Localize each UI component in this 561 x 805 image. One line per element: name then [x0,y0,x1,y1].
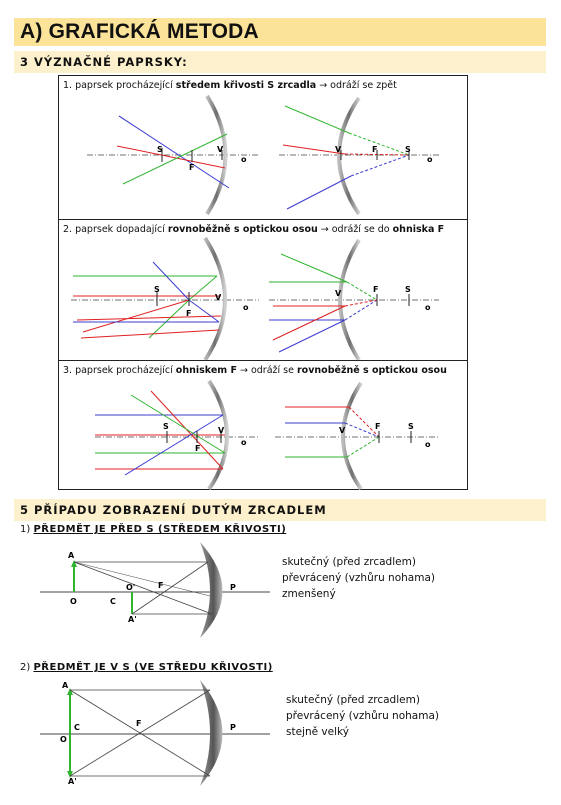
ray-row-2-diagram [59,220,467,361]
svg-text:O': O' [126,583,136,592]
case-2-prop-2: převrácený (vzhůru nohama) [286,710,439,722]
svg-text:C: C [110,597,116,606]
section-heading-rays-text: 3 VÝZNAČNÉ PAPRSKY: [20,55,188,69]
svg-text:F: F [373,285,379,294]
ray-row-3 [59,360,467,490]
svg-text:V: V [218,426,225,435]
blue-ray [119,116,229,188]
label-S: S [157,145,163,154]
svg-text:A: A [68,551,75,560]
svg-text:P: P [230,723,236,732]
concave-mirror-2 [339,98,359,214]
svg-text:V: V [339,426,346,435]
case-1-properties [282,554,435,602]
case-2-diagram [40,676,270,786]
rays-panel [58,75,468,490]
svg-text:A': A' [68,777,77,786]
svg-text:S: S [405,145,411,154]
svg-text:C: C [74,723,80,732]
ray-row-2-caption: 2. paprsek dopadající rovnoběžně s optickou osou → odráží se do ohniska F [63,224,445,235]
svg-text:o: o [425,440,431,449]
case-1-prop-1: skutečný (před zrcadlem) [282,556,416,568]
case-1-diagram [40,538,270,638]
ray-row-1 [59,76,467,219]
case-1-prop-2: převrácený (vzhůru nohama) [282,572,435,584]
concave-mirror-3 [200,542,223,638]
section-heading-cases-text: 5 PŘÍPADU ZOBRAZENÍ DUTÝM ZRCADLEM [20,503,327,517]
label-V: V [217,145,224,154]
svg-text:o: o [425,303,431,312]
label-F: F [189,163,195,172]
svg-text:F: F [186,309,192,318]
svg-text:F: F [375,422,381,431]
title-bar [14,18,546,46]
case-2-prop-1: skutečný (před zrcadlem) [286,694,420,706]
case-2-heading: 2) PŘEDMĚT JE V S (VE STŘEDU KŘIVOSTI) [20,662,273,673]
svg-text:V: V [335,145,342,154]
svg-text:O: O [60,735,67,744]
svg-text:o: o [243,303,249,312]
ray-row-1-diagram [59,76,467,219]
svg-text:F: F [136,719,142,728]
case-2-properties [286,692,439,740]
section-heading-cases [14,499,546,521]
svg-text:P: P [230,583,236,592]
svg-text:S: S [154,285,160,294]
svg-text:S: S [408,422,414,431]
label-o: o [241,155,247,164]
red-ray [117,146,225,168]
svg-text:F: F [158,581,164,590]
svg-text:V: V [215,293,222,302]
svg-text:V: V [335,289,342,298]
ray-row-3-diagram [59,361,467,491]
case-1-heading: 1) PŘEDMĚT JE PŘED S (STŘEDEM KŘIVOSTI) [20,524,287,535]
section-heading-rays [14,51,546,73]
svg-text:A: A [62,681,69,690]
svg-text:S: S [405,285,411,294]
svg-text:S: S [163,422,169,431]
svg-text:F: F [195,444,201,453]
case-1-prop-3: zmenšený [282,588,336,600]
page-title: A) GRAFICKÁ METODA [20,20,259,43]
svg-text:A': A' [128,615,137,624]
ray-row-1-caption: 1. paprsek procházející středem křivosti S zrcadla → odráží se zpět [63,80,397,91]
case-2-prop-3: stejně velký [286,726,349,738]
svg-text:o: o [427,155,433,164]
svg-text:F: F [372,145,378,154]
svg-text:O: O [70,597,77,606]
ray-row-3-caption: 3. paprsek procházející ohniskem F → odráží se rovnoběžně s optickou osou [63,365,447,376]
concave-mirror-4 [200,680,223,786]
ray-row-2 [59,219,467,362]
svg-text:o: o [241,438,247,447]
